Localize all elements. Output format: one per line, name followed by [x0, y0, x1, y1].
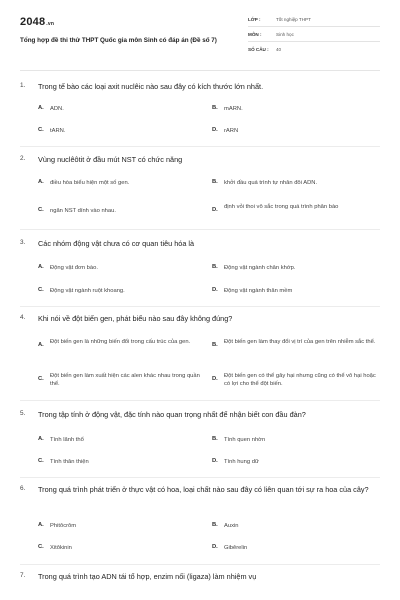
- document-title: Tổng hợp đề thi thử THPT Quốc gia môn Sinh có đáp án (Đề số 7): [20, 37, 217, 44]
- question-number: 6.: [20, 485, 26, 492]
- question-number: 3.: [20, 239, 26, 246]
- option-letter: D.: [212, 544, 218, 550]
- meta-label: LỚP :: [248, 17, 261, 22]
- option-letter: C.: [38, 376, 44, 382]
- option-letter: B.: [212, 342, 218, 348]
- option-letter: D.: [212, 376, 218, 382]
- question-divider: [20, 229, 380, 230]
- site-logo[interactable]: [20, 16, 54, 28]
- option-text: Đột biến gen có thể gây hại nhưng cũng có thể vô hại hoặc có lợi cho thể đột biến.: [224, 373, 376, 388]
- option-text: định vỏi thoi vô sắc trong quá trình phân bào: [224, 204, 339, 210]
- option-letter: D.: [212, 207, 218, 213]
- option-text: rARN: [224, 128, 239, 134]
- option-text: Tính hung dữ: [224, 459, 259, 465]
- meta-value: Sinh học: [276, 32, 294, 37]
- question-text: Trong quá trình tạo ADN tái tổ hợp, enzim nối (ligaza) làm nhiệm vụ: [38, 572, 257, 581]
- option-letter: B.: [212, 105, 218, 111]
- option-text: điều hòa biểu hiện một số gen.: [50, 180, 130, 186]
- option-text: ngăn NST dính vào nhau.: [50, 208, 116, 214]
- option-text: Động vật đơn bào.: [50, 265, 98, 271]
- option-text: Đột biến gen làm xuất hiện các alen khác nhau trong quần thể.: [50, 373, 200, 388]
- exam-meta: [248, 12, 380, 57]
- option-letter: B.: [212, 522, 218, 528]
- question-divider: [20, 146, 380, 147]
- question-text: Khi nói về đột biến gen, phát biểu nào sau đây không đúng?: [38, 314, 233, 323]
- question-text: Trong tập tính ở động vật, đặc tính nào quan trọng nhất để nhận biết con đầu đàn?: [38, 410, 306, 419]
- option-text: ADN.: [50, 106, 64, 112]
- option-letter: D.: [212, 127, 218, 133]
- option-letter: A.: [38, 436, 44, 442]
- meta-row-count: [248, 42, 380, 57]
- meta-row-subject: [248, 27, 380, 42]
- option-text: Đột biến gen là những biến đổi trong cấu trúc của gen.: [50, 339, 191, 345]
- option-text: Phitôcrôm: [50, 523, 77, 529]
- meta-row-class: [248, 12, 380, 27]
- option-letter: A.: [38, 179, 44, 185]
- option-letter: C.: [38, 544, 44, 550]
- option-letter: B.: [212, 264, 218, 270]
- option-text: Gibêrelin: [224, 545, 248, 551]
- option-letter: C.: [38, 127, 44, 133]
- question-number: 2.: [20, 155, 26, 162]
- option-text: Động vật ngành chân khớp.: [224, 265, 296, 271]
- option-letter: B.: [212, 436, 218, 442]
- option-text: Tính thân thiện: [50, 459, 89, 465]
- option-text: Động vật ngành ruột khoang.: [50, 288, 125, 294]
- option-letter: C.: [38, 458, 44, 464]
- option-letter: D.: [212, 287, 218, 293]
- meta-label: MÔN :: [248, 32, 262, 37]
- question-divider: [20, 306, 380, 307]
- question-divider: [20, 564, 380, 565]
- question-text: Các nhóm động vật chưa có cơ quan tiêu hóa là: [38, 239, 195, 248]
- question-number: 5.: [20, 410, 26, 417]
- option-text: Đột biến gen làm thay đổi vị trí của gen trên nhiễm sắc thể.: [224, 339, 376, 345]
- option-letter: A.: [38, 522, 44, 528]
- option-letter: B.: [212, 179, 218, 185]
- option-letter: A.: [38, 264, 44, 270]
- option-text: Tính lãnh thổ: [50, 437, 84, 443]
- option-text: tARN.: [50, 128, 66, 134]
- option-letter: C.: [38, 207, 44, 213]
- option-letter: C.: [38, 287, 44, 293]
- logo-brand: 2048: [20, 16, 46, 28]
- question-text: Vùng nuclêôtit ở đầu mút NST có chức năng: [38, 155, 183, 164]
- option-letter: A.: [38, 342, 44, 348]
- page-header: [20, 12, 380, 62]
- question-divider: [20, 400, 380, 401]
- option-text: Xitôkinin: [50, 545, 72, 551]
- question-number: 7.: [20, 572, 26, 579]
- option-letter: A.: [38, 105, 44, 111]
- option-text: Động vật ngành thân mềm: [224, 288, 293, 294]
- logo-tld: .vn: [46, 21, 55, 27]
- question-text: Trong quá trình phát triển ở thực vật có hoa, loại chất nào sau đây có liên quan tới sự ra hoa của cây?: [38, 485, 369, 494]
- option-letter: D.: [212, 458, 218, 464]
- option-text: mARN.: [224, 106, 243, 112]
- question-number: 1.: [20, 82, 26, 89]
- question-number: 4.: [20, 314, 26, 321]
- meta-label: SỐ CÂU :: [248, 47, 269, 52]
- option-text: Auxin: [224, 523, 239, 529]
- meta-value: Tốt nghiệp THPT: [276, 17, 311, 22]
- option-text: Tính quen nhờn: [224, 437, 266, 443]
- question-text: Trong tế bào các loại axit nuclêic nào sau đây có kích thước lớn nhất.: [38, 82, 264, 91]
- option-text: khởi đầu quá trình tự nhân đôi ADN.: [224, 180, 318, 186]
- question-divider: [20, 477, 380, 478]
- meta-value: 40: [276, 47, 282, 52]
- header-divider: [20, 70, 380, 71]
